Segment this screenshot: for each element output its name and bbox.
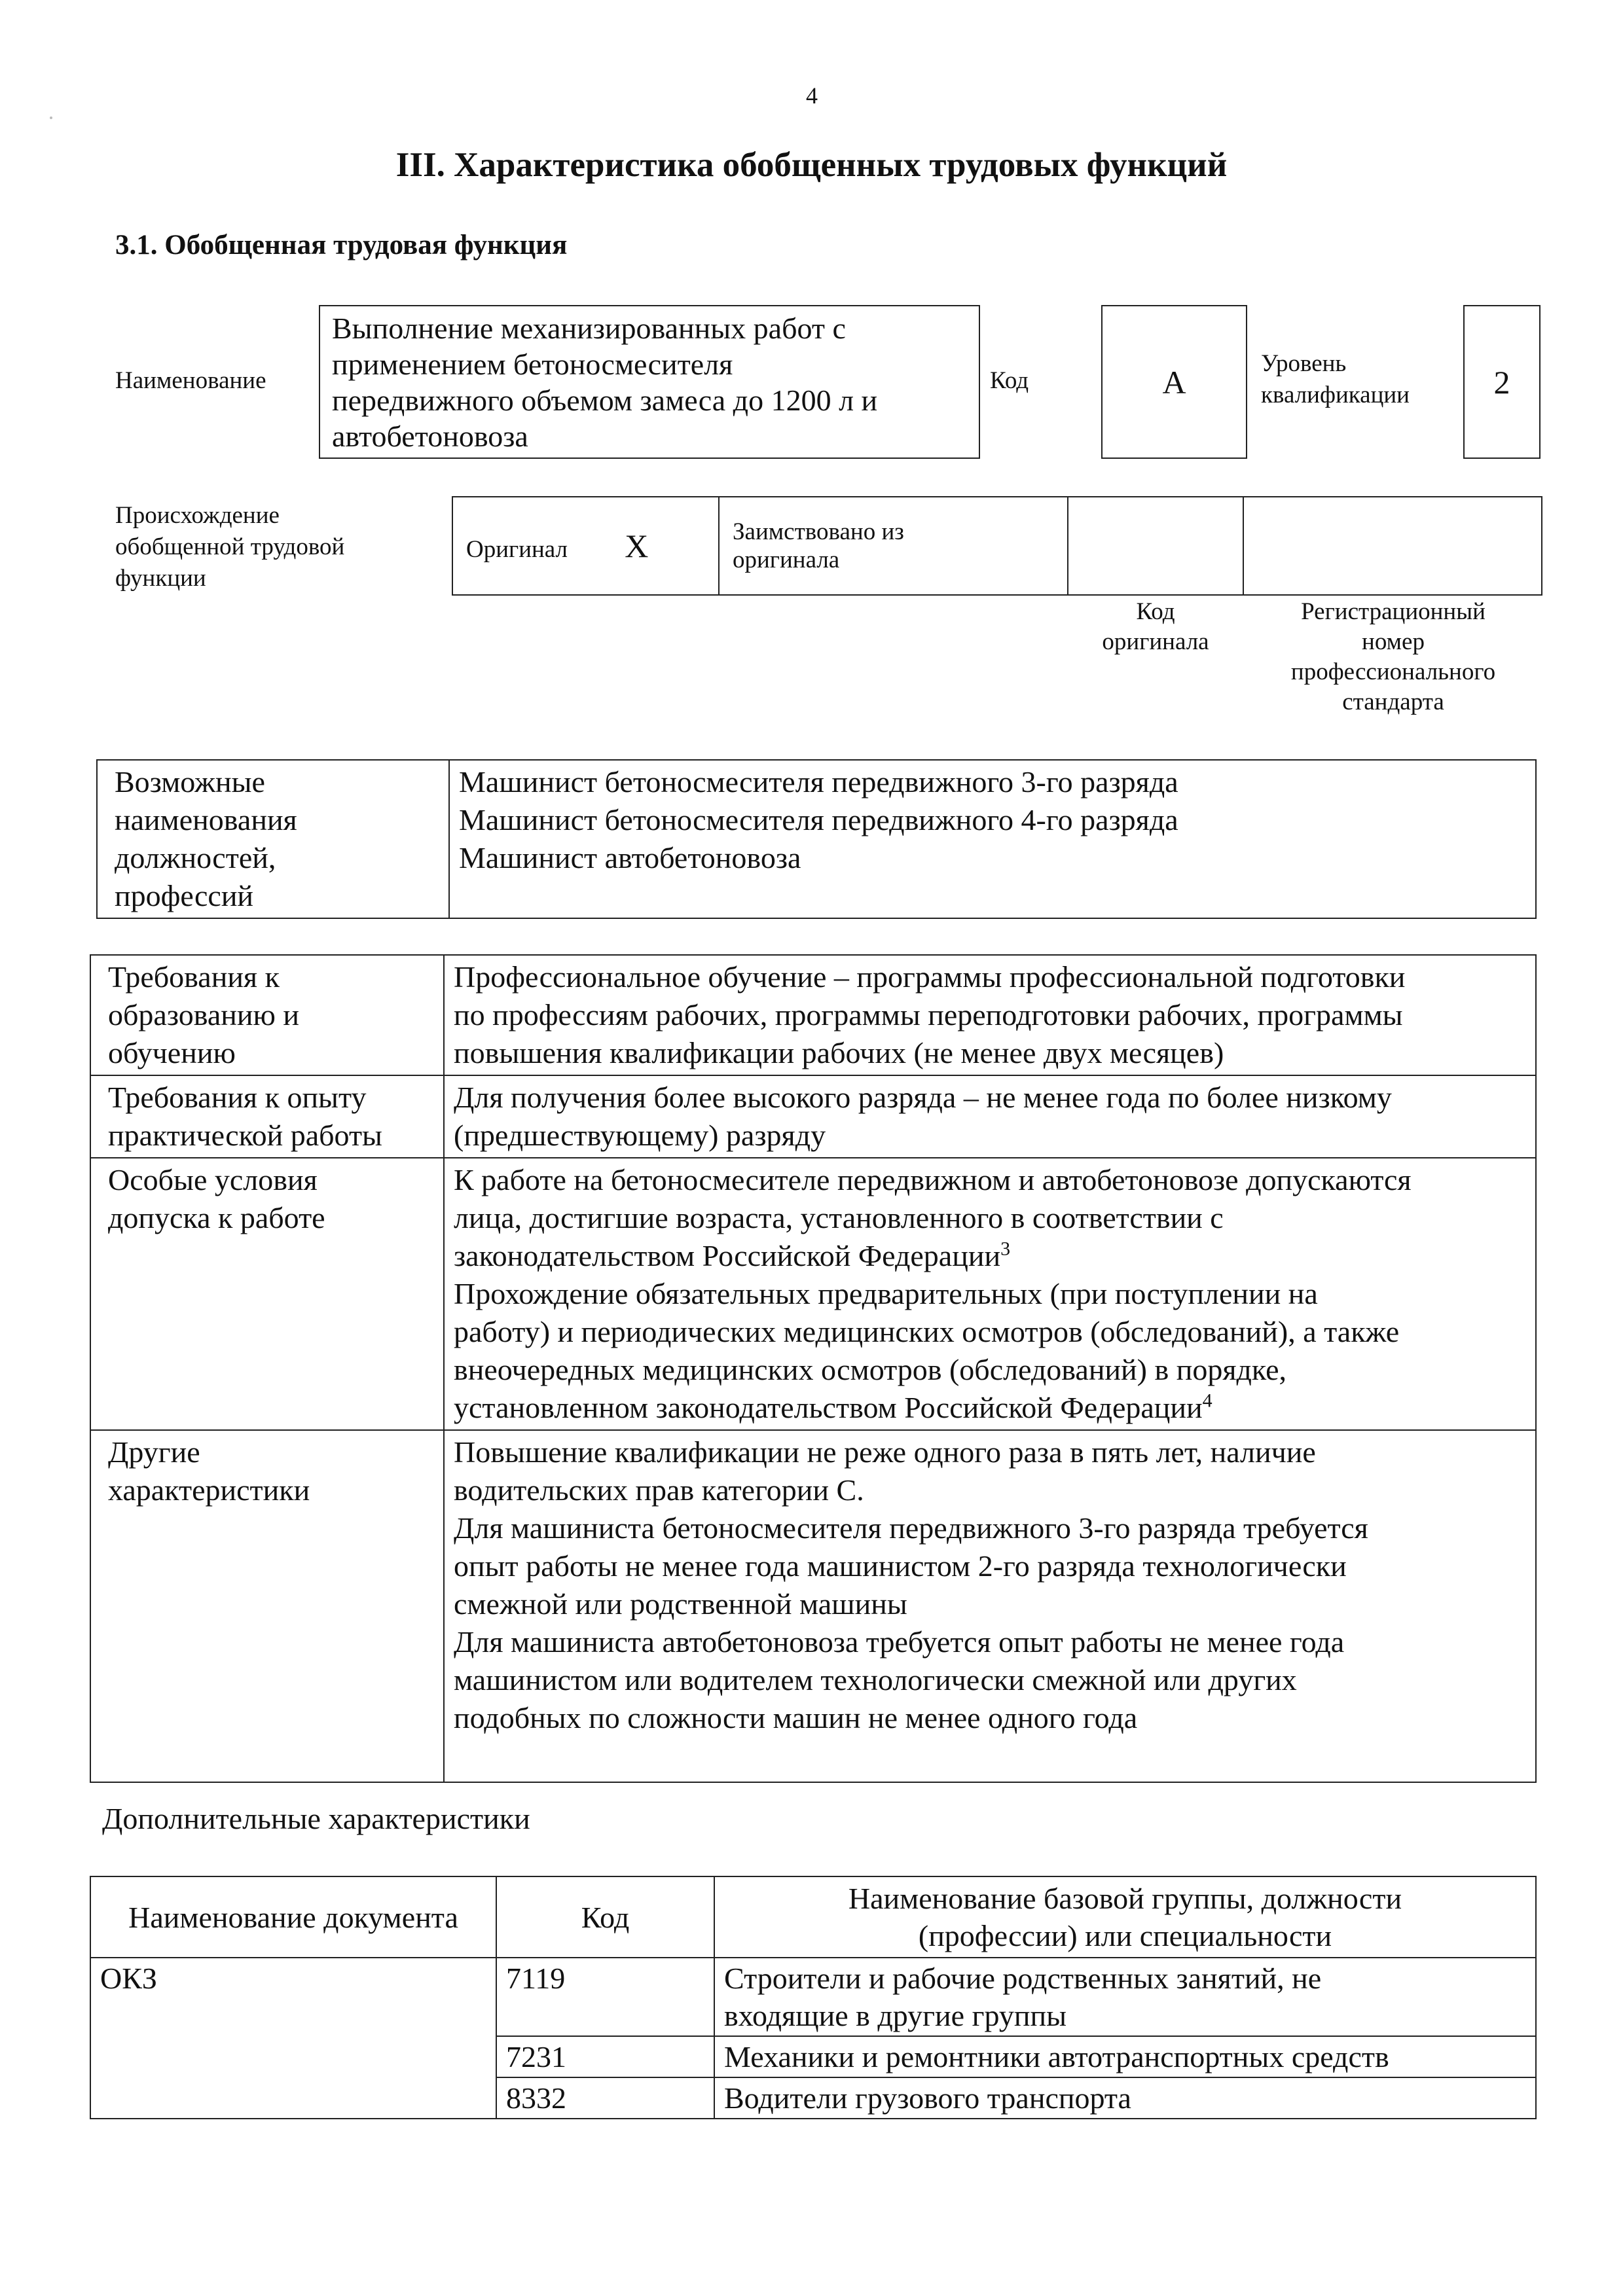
requirement-label-line: Требования к xyxy=(108,960,280,994)
header-name-line: (профессии) или специальности xyxy=(918,1919,1332,1952)
level-label xyxy=(1261,348,1410,411)
origin-reg-cell xyxy=(1243,497,1542,595)
caption-line: Регистрационный xyxy=(1301,598,1486,625)
requirement-label-line: образованию и xyxy=(108,998,299,1031)
row-name: Механики и ремонтники автотранспортных средств xyxy=(714,2036,1536,2077)
header-name xyxy=(714,1876,1536,1958)
additional-title: Дополнительные характеристики xyxy=(102,1802,530,1835)
requirement-value-line: Для машиниста автобетоновоза требуется опыт работы не менее года xyxy=(454,1625,1345,1659)
original-label: Оригинал xyxy=(466,536,568,563)
requirement-value-line xyxy=(454,1389,1526,1427)
footnote-ref[interactable]: 3 xyxy=(1000,1238,1011,1260)
section-title: III. Характеристика обобщенных трудовых функций xyxy=(395,146,1228,184)
requirement-value-line: Для машиниста бетоносмесителя передвижного 3-го разряда требуется xyxy=(454,1511,1368,1545)
positions-label-line: Возможные xyxy=(115,765,265,798)
caption-reg-number xyxy=(1244,597,1542,717)
requirement-value-line: смежной или родственной машины xyxy=(454,1587,907,1621)
positions-table xyxy=(96,759,1537,919)
header-code: Код xyxy=(496,1876,714,1958)
scan-speck xyxy=(50,117,52,119)
requirement-label xyxy=(90,1158,444,1430)
positions-label-cell xyxy=(97,760,449,918)
requirement-value-line xyxy=(454,1237,1526,1275)
doc-name-cell: ОКЗ xyxy=(90,1958,496,2119)
name-label: Наименование xyxy=(115,367,266,394)
requirement-value-line: внеочередных медицинских осмотров (обследований) в порядке, xyxy=(454,1353,1287,1386)
requirement-label-line: Требования к опыту xyxy=(108,1081,367,1114)
requirement-value-line: подобных по сложности машин не менее одного года xyxy=(454,1701,1138,1734)
origin-label-line: Происхождение xyxy=(115,502,280,529)
requirement-value xyxy=(444,1158,1536,1430)
code-value: A xyxy=(1162,363,1186,401)
caption-line: стандарта xyxy=(1342,689,1444,715)
requirement-row-admission xyxy=(90,1158,1536,1430)
requirements-table xyxy=(90,954,1537,1783)
function-name-box xyxy=(319,305,980,459)
code-value-box xyxy=(1101,305,1247,459)
requirement-value xyxy=(444,1075,1536,1158)
row-code: 8332 xyxy=(496,2077,714,2119)
requirement-value-line: лица, достигшие возраста, установленного в соответствии с xyxy=(454,1201,1224,1234)
requirement-row-experience xyxy=(90,1075,1536,1158)
function-name-line: Выполнение механизированных работ с xyxy=(332,312,846,345)
requirement-label-line: обучению xyxy=(108,1036,236,1069)
function-name-line: передвижного объемом замеса до 1200 л и xyxy=(332,384,878,417)
header-doc: Наименование документа xyxy=(90,1876,496,1958)
requirement-value xyxy=(444,955,1536,1075)
caption-line: профессионального xyxy=(1290,658,1496,685)
requirement-value-text: установленном законодательством Российской Федерации xyxy=(454,1391,1203,1424)
caption-code-original xyxy=(1067,597,1244,657)
subsection-title: 3.1. Обобщенная трудовая функция xyxy=(115,230,568,260)
requirement-value-line: машинистом или водителем технологически смежной или других xyxy=(454,1663,1297,1696)
row-name xyxy=(714,1958,1536,2036)
requirement-value-line: К работе на бетоносмесителе передвижном и автобетоновозе допускаются xyxy=(454,1163,1412,1196)
requirement-value-line: работу) и периодических медицинских осмотров (обследований), а также xyxy=(454,1315,1400,1348)
positions-label-line: наименования xyxy=(115,803,297,836)
positions-label-line: профессий xyxy=(115,879,254,912)
position-item: Машинист бетоносмесителя передвижного 4-го разряда xyxy=(459,803,1178,836)
positions-label-line: должностей, xyxy=(115,841,276,874)
requirement-value-line: повышения квалификации рабочих (не менее двух месяцев) xyxy=(454,1036,1224,1069)
position-item: Машинист бетоносмесителя передвижного 3-го разряда xyxy=(459,765,1178,798)
requirement-value-line: Повышение квалификации не реже одного раза в пять лет, наличие xyxy=(454,1435,1316,1469)
row-name: Водители грузового транспорта xyxy=(714,2077,1536,2119)
requirement-value xyxy=(444,1430,1536,1782)
origin-label xyxy=(115,500,344,594)
row-code: 7119 xyxy=(496,1958,714,2036)
requirement-label-line: характеристики xyxy=(108,1473,310,1507)
requirement-value-line: Для получения более высокого разряда – не менее года по более низкому xyxy=(454,1081,1392,1114)
position-item: Машинист автобетоновоза xyxy=(459,841,801,874)
original-mark: X xyxy=(625,528,649,564)
origin-code-cell xyxy=(1068,497,1243,595)
level-label-line: Уровень xyxy=(1261,350,1347,377)
caption-line: оригинала xyxy=(1102,628,1209,655)
function-name-line: применением бетоносмесителя xyxy=(332,348,733,381)
row-name-line: входящие в другие группы xyxy=(724,1999,1067,2032)
requirement-value-line: Профессиональное обучение – программы профессиональной подготовки xyxy=(454,960,1406,994)
additional-table xyxy=(90,1876,1537,2119)
requirement-label xyxy=(90,955,444,1075)
row-code: 7231 xyxy=(496,2036,714,2077)
requirement-row-education xyxy=(90,955,1536,1075)
requirement-row-other xyxy=(90,1430,1536,1782)
level-label-line: квалификации xyxy=(1261,382,1410,408)
level-value: 2 xyxy=(1493,363,1510,401)
caption-line: номер xyxy=(1362,628,1425,655)
requirement-value-line: опыт работы не менее года машинистом 2-го разряда технологически xyxy=(454,1549,1347,1583)
additional-header-row xyxy=(90,1876,1536,1958)
header-name-line: Наименование базовой группы, должности xyxy=(848,1882,1402,1915)
level-value-box xyxy=(1463,305,1541,459)
borrowed-label-line: Заимствовано из xyxy=(733,518,904,545)
origin-original-cell xyxy=(452,497,719,595)
origin-label-line: обобщенной трудовой xyxy=(115,533,345,560)
borrowed-label-line: оригинала xyxy=(733,547,840,573)
origin-borrowed-cell xyxy=(719,497,1068,595)
requirement-label-line: Другие xyxy=(108,1435,200,1469)
footnote-ref[interactable]: 4 xyxy=(1202,1390,1213,1412)
origin-label-line: функции xyxy=(115,565,206,592)
function-name-line: автобетоновоза xyxy=(332,420,528,453)
requirement-value-line: Прохождение обязательных предварительных (при поступлении на xyxy=(454,1277,1318,1310)
origin-table xyxy=(452,496,1542,596)
requirement-label xyxy=(90,1075,444,1158)
requirement-label-line: допуска к работе xyxy=(108,1201,325,1234)
requirement-label xyxy=(90,1430,444,1782)
requirement-value-text: законодательством Российской Федерации xyxy=(454,1239,1001,1272)
requirement-value-line: по профессиям рабочих, программы переподготовки рабочих, программы xyxy=(454,998,1403,1031)
table-row xyxy=(90,1958,1536,2036)
requirement-value-line: водительских прав категории С. xyxy=(454,1473,864,1507)
code-label: Код xyxy=(990,367,1029,394)
positions-values-cell xyxy=(449,760,1536,918)
requirement-value-line: (предшествующему) разряду xyxy=(454,1119,826,1152)
requirement-label-line: Особые условия xyxy=(108,1163,318,1196)
row-name-line: Строители и рабочие родственных занятий, не xyxy=(724,1962,1322,1995)
page-number: 4 xyxy=(806,82,818,109)
caption-line: Код xyxy=(1136,598,1175,625)
requirement-label-line: практической работы xyxy=(108,1119,382,1152)
